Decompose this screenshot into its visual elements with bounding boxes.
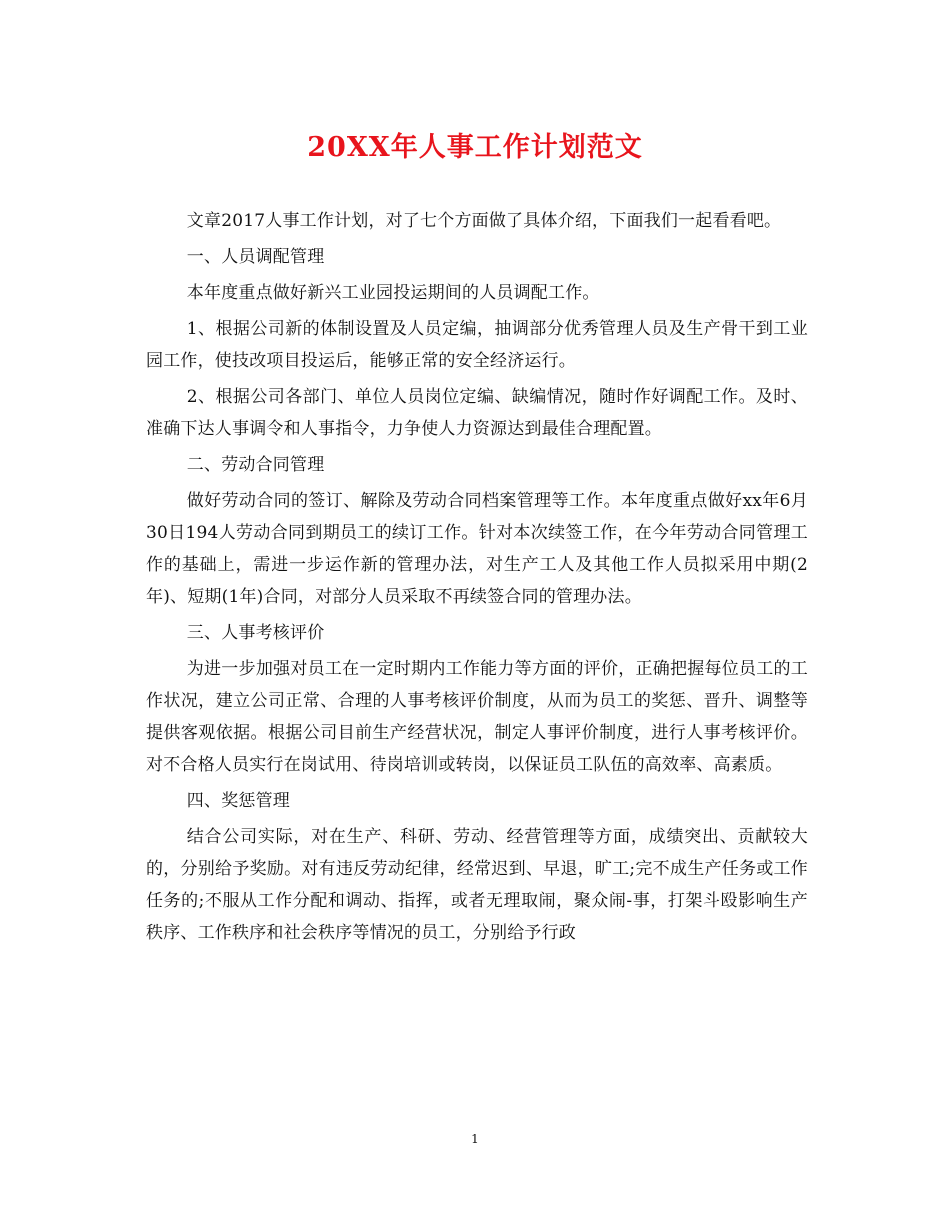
- body-paragraph: 本年度重点做好新兴工业园投运期间的人员调配工作。: [186, 283, 600, 303]
- document-body: [146, 205, 808, 953]
- body-paragraph: 结合公司实际，对在生产、科研、劳动、经营管理等方面，成绩突出、贡献较大的，分别给予奖励。对有违反劳动纪律，经常迟到、早退，旷工;完不成生产任务或工作任务的;不服从工作分配和调动、指挥，或者无理取闹，聚众闹-事，打架斗殴影响生产秩序、工作秩序和社会秩序等情况的员工，分别给予行政: [146, 827, 808, 943]
- section-heading-rewards-penalties: 四、奖惩管理: [186, 791, 290, 811]
- section-heading-labor-contract: 二、劳动合同管理: [186, 455, 325, 475]
- body-paragraph: 做好劳动合同的签订、解除及劳动合同档案管理等工作。本年度重点做好xx年6月30日194人劳动合同到期员工的续订工作。针对本次续签工作，在今年劳动合同管理工作的基础上，需进一步运作新的管理办法，对生产工人及其他工作人员拟采用中期(2年)、短期(1年)合同，对部分人员采取不再续签合同的管理办法。: [146, 491, 808, 607]
- body-paragraph: 2、根据公司各部门、单位人员岗位定编、缺编情况，随时作好调配工作。及时、准确下达人事调令和人事指令，力争使人力资源达到最佳合理配置。: [146, 387, 808, 439]
- section-heading-personnel-allocation: 一、人员调配管理: [186, 247, 325, 267]
- document-title: 20XX年人事工作计划范文: [307, 132, 643, 163]
- intro-paragraph: 文章2017人事工作计划，对了七个方面做了具体介绍，下面我们一起看看吧。: [186, 211, 782, 231]
- body-paragraph: 为进一步加强对员工在一定时期内工作能力等方面的评价，正确把握每位员工的工作状况，建立公司正常、合理的人事考核评价制度，从而为员工的奖惩、晋升、调整等提供客观依据。根据公司目前生产经营状况，制定人事评价制度，进行人事考核评价。对不合格人员实行在岗试用、待岗培训或转岗，以保证员工队伍的高效率、高素质。: [146, 659, 808, 775]
- section-heading-personnel-evaluation: 三、人事考核评价: [186, 623, 325, 643]
- page-number: 1: [471, 1132, 479, 1146]
- body-paragraph: 1、根据公司新的体制设置及人员定编，抽调部分优秀管理人员及生产骨干到工业园工作，使技改项目投运后，能够正常的安全经济运行。: [146, 319, 808, 371]
